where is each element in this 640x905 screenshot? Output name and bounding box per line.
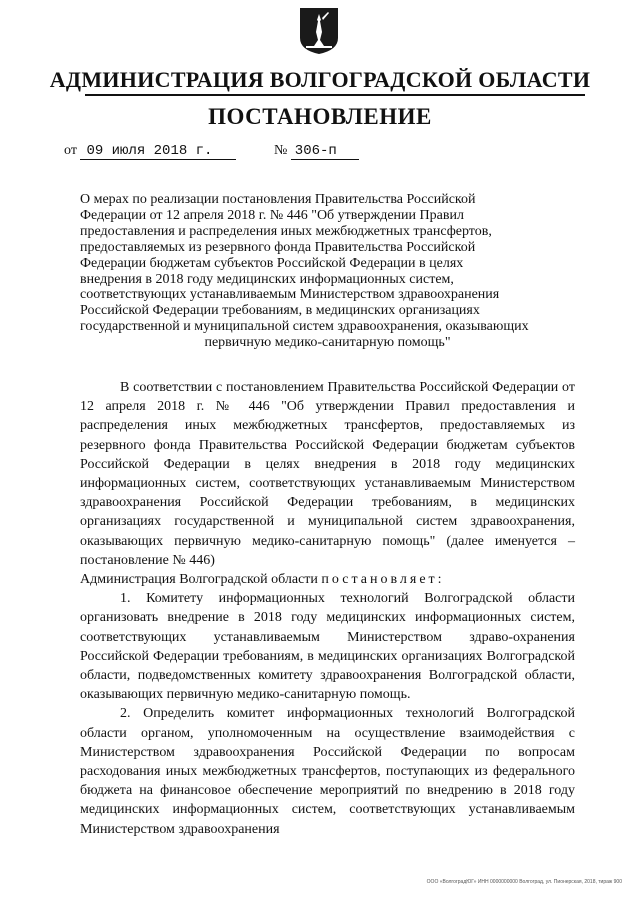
document-number: 306-п (291, 143, 359, 160)
item-1-paragraph: 1. Комитету информационных технологий Волгоградской области организовать внедрение в 2018 году медицинских информационных систем, соответствующих устанавливаемым Министерством здраво-охранения Российской Федерации требованиям, в медицинских организациях Волгоградской области, подведомственных комитету здравоохранения Волгоградской области, оказывающих первичную медико-санитарную помощь. (80, 591, 575, 703)
subject-line: государственной и муниципальной систем здравоохранения, оказывающих (80, 319, 529, 335)
organization-name: АДМИНИСТРАЦИЯ ВОЛГОГРАДСКОЙ ОБЛАСТИ (49, 67, 591, 92)
document-type-title: ПОСТАНОВЛЕНИЕ (208, 104, 432, 129)
decree-verb: постановляет: (321, 572, 445, 588)
subject-line: Федерации от 12 апреля 2018 г. № 446 "Об утверждении Правил (80, 207, 464, 223)
printer-imprint: ООО «ВолгоградЮГ» ИНН 0000000000 Волгоград, ул. Пионерская, 2018, тираж 900 (426, 879, 622, 885)
subject-line: соответствующих устанавливаемым Министерством здравоохранения (80, 287, 500, 303)
date-number-line (64, 143, 359, 160)
document-subject (80, 192, 575, 351)
header-divider (85, 94, 585, 96)
decree-line (80, 570, 575, 589)
number-prefix: № (273, 143, 288, 158)
coat-of-arms-emblem (298, 6, 340, 56)
subject-line: Федерации бюджетам субъектов Российской Федерации в целях (80, 255, 464, 271)
subject-line: внедрения в 2018 году медицинских информационных систем, (80, 271, 454, 287)
subject-line: первичную медико-санитарную помощь" (204, 335, 451, 351)
subject-line: Российской Федерации требованиям, в медицинских организациях (80, 303, 480, 319)
date-prefix: от (64, 143, 77, 158)
subject-line: О мерах по реализации постановления Правительства Российской (80, 192, 476, 207)
subject-line: предоставления и распределения иных межбюджетных трансфертов, (80, 223, 492, 239)
preamble-paragraph: В соответствии с постановлением Правительства Российской Федерации от 12 апреля 2018 г. № 446 "Об утверждении Правил предоставления и распределения иных межбюджетных трансфертов, предоставляемых из резервного фонда Правительства Российской Федерации бюджетам субъектов Российской Федерации в целях внедрения в 2018 году медицинских информационных систем, соответствующих устанавливаемым Министерством здравоохранения Российской Федерации требованиям, в медицинских организациях государственной и муниципальной систем здравоохранения, оказывающих первичную медико-санитарную помощь" (далее именуется – постановление № 446) (80, 380, 575, 568)
document-date: 09 июля 2018 г. (80, 143, 236, 160)
document-body (80, 378, 575, 839)
item-2-paragraph: 2. Определить комитет информационных технологий Волгоградской области органом, уполномоченным на осуществление взаимодействия с Министерством здравоохранения Российской Федерации по вопросам расходования иных межбюджетных трансфертов, поступающих из федерального бюджета на финансовое обеспечение мероприятий по внедрению в 2018 году медицинских информационных систем, соответствующих устанавливаемым Министерством здравоохранения (80, 706, 575, 837)
subject-line: предоставляемых из резервного фонда Правительства Российской (80, 239, 476, 255)
decree-subject: Администрация Волгоградской области (80, 572, 318, 588)
